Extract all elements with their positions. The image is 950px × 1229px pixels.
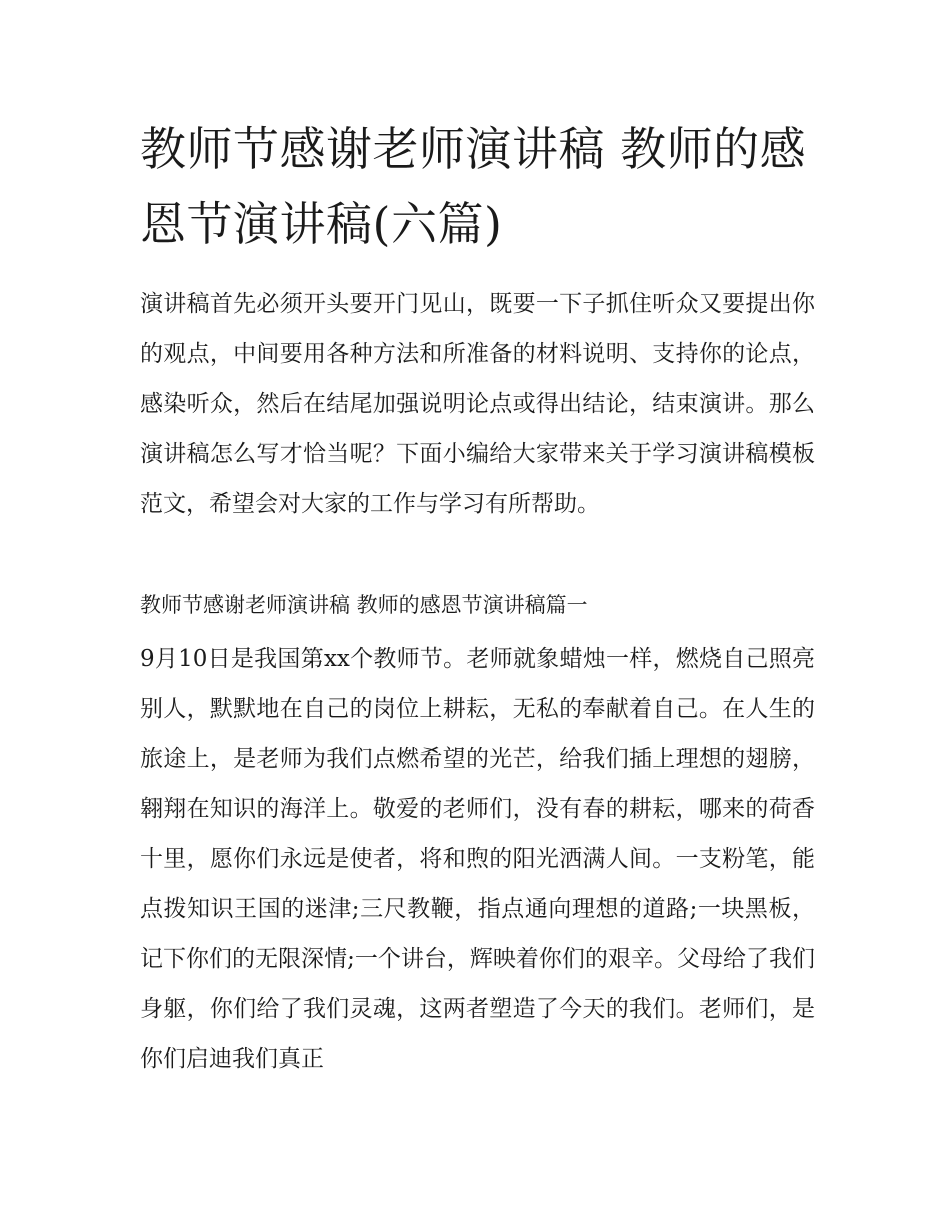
- section-heading: 教师节感谢老师演讲稿 教师的感恩节演讲稿篇一: [140, 593, 588, 617]
- body-paragraph: 9月10日是我国第xx个教师节。老师就象蜡烛一样，燃烧自己照亮别人，默默地在自己的岗位上耕耘，无私的奉献着自己。在人生的旅途上，是老师为我们点燃希望的光芒，给我们插上理想的翅膀，翱翔在知识的海洋上。敬爱的老师们，没有春的耕耘，哪来的荷香十里，愿你们永远是使者，将和煦的阳光洒满人间。一支粉笔，能点拨知识王国的迷津;三尺教鞭，指点通向理想的道路;一块黑板，记下你们的无限深情;一个讲台，辉映着你们的艰辛。父母给了我们身躯，你们给了我们灵魂，这两者塑造了今天的我们。老师们，是你们启迪我们真正: [140, 646, 815, 1072]
- document-title: 教师节感谢老师演讲稿 教师的感恩节演讲稿(六篇): [140, 122, 807, 251]
- intro-paragraph: 演讲稿首先必须开头要开门见山，既要一下子抓住听众又要提出你的观点，中间要用各种方法和所准备的材料说明、支持你的论点，感染听众，然后在结尾加强说明论点或得出结论，结束演讲。那么演讲稿怎么写才恰当呢？下面小编给大家带来关于学习演讲稿模板范文，希望会对大家的工作与学习有所帮助。: [140, 291, 815, 517]
